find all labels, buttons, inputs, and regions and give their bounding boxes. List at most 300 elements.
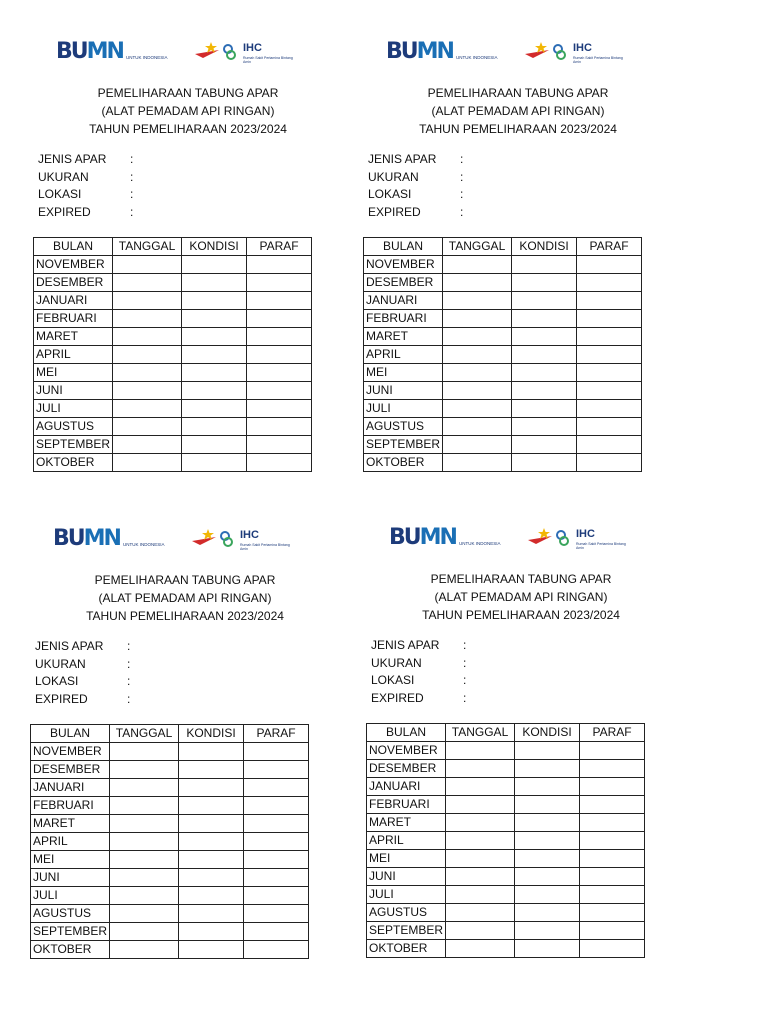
tanggal-cell[interactable] xyxy=(443,310,512,328)
paraf-cell[interactable] xyxy=(577,346,642,364)
tanggal-cell[interactable] xyxy=(443,436,512,454)
paraf-cell[interactable] xyxy=(580,940,645,958)
month-cell: JULI xyxy=(34,400,113,418)
kondisi-cell[interactable] xyxy=(179,923,244,941)
paraf-cell[interactable] xyxy=(247,292,312,310)
column-header: KONDISI xyxy=(182,238,247,256)
tanggal-cell[interactable] xyxy=(110,869,179,887)
ihc-logo-sub: Rumah Sakit Pertamina Bintang Amin xyxy=(573,56,623,64)
kondisi-cell[interactable] xyxy=(515,760,580,778)
paraf-cell[interactable] xyxy=(244,833,309,851)
field-label: LOKASI xyxy=(368,187,412,202)
apar-card xyxy=(38,36,338,506)
table-row xyxy=(34,346,312,364)
title-line: (ALAT PEMADAM API RINGAN) xyxy=(434,590,608,604)
month-cell: MEI xyxy=(34,364,113,382)
field-sep: : xyxy=(463,673,467,688)
field-sep: : xyxy=(127,639,131,653)
tanggal-cell[interactable] xyxy=(113,436,182,454)
ihc-logo xyxy=(193,38,293,68)
tanggal-cell[interactable] xyxy=(113,292,182,310)
tanggal-cell[interactable] xyxy=(113,310,182,328)
ihc-logo xyxy=(526,524,626,554)
paraf-cell[interactable] xyxy=(247,364,312,382)
paraf-cell[interactable] xyxy=(244,815,309,833)
bumn-logo-sub: UNTUK INDONESIA xyxy=(455,55,498,60)
paraf-cell[interactable] xyxy=(247,274,312,292)
paraf-cell[interactable] xyxy=(580,850,645,868)
kondisi-cell[interactable] xyxy=(512,274,577,292)
column-header: BULAN xyxy=(34,238,113,256)
kondisi-cell[interactable] xyxy=(179,761,244,779)
paraf-cell[interactable] xyxy=(577,382,642,400)
paraf-cell[interactable] xyxy=(580,886,645,904)
month-cell: JULI xyxy=(31,887,110,905)
tanggal-cell[interactable] xyxy=(446,904,515,922)
kondisi-cell[interactable] xyxy=(515,850,580,868)
month-cell: JANUARI xyxy=(31,779,110,797)
field-label: EXPIRED xyxy=(371,691,424,706)
paraf-cell[interactable] xyxy=(577,310,642,328)
form-title xyxy=(371,570,671,624)
field-sep: : xyxy=(463,691,467,706)
month-cell: SEPTEMBER xyxy=(34,436,113,454)
paraf-cell[interactable] xyxy=(244,743,309,761)
ihc-logo-text: IHC xyxy=(573,42,592,54)
column-header: KONDISI xyxy=(512,238,577,256)
table-row xyxy=(31,761,309,779)
table-row xyxy=(364,400,642,418)
table-row xyxy=(31,923,309,941)
month-cell: NOVEMBER xyxy=(34,256,113,274)
field-sep: : xyxy=(127,692,131,707)
tanggal-cell[interactable] xyxy=(443,346,512,364)
kondisi-cell[interactable] xyxy=(512,328,577,346)
kondisi-cell[interactable] xyxy=(512,310,577,328)
month-cell: NOVEMBER xyxy=(31,743,110,761)
tanggal-cell[interactable] xyxy=(110,887,179,905)
ihc-logo-text: IHC xyxy=(576,528,595,540)
tanggal-cell[interactable] xyxy=(110,815,179,833)
field-sep: : xyxy=(130,205,134,220)
field-sep: : xyxy=(460,152,464,166)
kondisi-cell[interactable] xyxy=(182,328,247,346)
bumn-logo-mark: BUMN xyxy=(386,39,453,64)
paraf-cell[interactable] xyxy=(244,851,309,869)
ihc-logo-text: IHC xyxy=(243,42,262,54)
column-header: PARAF xyxy=(247,238,312,256)
paraf-cell[interactable] xyxy=(580,832,645,850)
paraf-cell[interactable] xyxy=(580,796,645,814)
title-line: PEMELIHARAAN TABUNG APAR xyxy=(97,86,279,100)
table-row xyxy=(364,310,642,328)
table-row xyxy=(364,292,642,310)
column-header: BULAN xyxy=(364,238,443,256)
table-row xyxy=(367,940,645,958)
field-sep: : xyxy=(460,205,464,220)
kondisi-cell[interactable] xyxy=(512,292,577,310)
kondisi-cell[interactable] xyxy=(512,256,577,274)
paraf-cell[interactable] xyxy=(577,454,642,472)
field-ukuran xyxy=(38,169,133,187)
table-row xyxy=(31,833,309,851)
field-label: JENIS APAR xyxy=(38,152,107,166)
month-cell: SEPTEMBER xyxy=(364,436,443,454)
month-cell: MEI xyxy=(31,851,110,869)
field-sep: : xyxy=(463,638,467,652)
logo-bar xyxy=(368,36,668,76)
kondisi-cell[interactable] xyxy=(182,364,247,382)
tanggal-cell[interactable] xyxy=(110,797,179,815)
maintenance-table xyxy=(33,237,312,472)
kondisi-cell[interactable] xyxy=(179,833,244,851)
tanggal-cell[interactable] xyxy=(113,346,182,364)
field-label: JENIS APAR xyxy=(368,152,437,166)
paraf-cell[interactable] xyxy=(247,382,312,400)
column-header: TANGGAL xyxy=(443,238,512,256)
table-row xyxy=(34,454,312,472)
kondisi-cell[interactable] xyxy=(515,814,580,832)
apar-card xyxy=(368,36,668,506)
title-line: (ALAT PEMADAM API RINGAN) xyxy=(98,591,272,605)
tanggal-cell[interactable] xyxy=(446,814,515,832)
kondisi-cell[interactable] xyxy=(515,742,580,760)
table-row xyxy=(34,274,312,292)
kondisi-cell[interactable] xyxy=(179,743,244,761)
tanggal-cell[interactable] xyxy=(443,382,512,400)
title-line: (ALAT PEMADAM API RINGAN) xyxy=(431,104,605,118)
paraf-cell[interactable] xyxy=(247,310,312,328)
kondisi-cell[interactable] xyxy=(515,922,580,940)
paraf-cell[interactable] xyxy=(580,814,645,832)
month-cell: OKTOBER xyxy=(364,454,443,472)
bumn-logo-sub: UNTUK INDONESIA xyxy=(458,541,501,546)
table-row xyxy=(31,905,309,923)
month-cell: MARET xyxy=(367,814,446,832)
kondisi-cell[interactable] xyxy=(179,815,244,833)
tanggal-cell[interactable] xyxy=(446,742,515,760)
paraf-cell[interactable] xyxy=(580,742,645,760)
paraf-cell[interactable] xyxy=(577,400,642,418)
table-row xyxy=(364,382,642,400)
month-cell: AGUSTUS xyxy=(364,418,443,436)
kondisi-cell[interactable] xyxy=(179,797,244,815)
month-cell: SEPTEMBER xyxy=(31,923,110,941)
kondisi-cell[interactable] xyxy=(182,292,247,310)
paraf-cell[interactable] xyxy=(244,779,309,797)
title-line: PEMELIHARAAN TABUNG APAR xyxy=(430,572,612,586)
month-cell: JUNI xyxy=(31,869,110,887)
field-label: UKURAN xyxy=(371,655,422,670)
month-cell: APRIL xyxy=(364,346,443,364)
paraf-cell[interactable] xyxy=(580,904,645,922)
field-jenis-apar xyxy=(371,637,466,655)
table-row xyxy=(31,869,309,887)
table-row xyxy=(34,436,312,454)
paraf-cell[interactable] xyxy=(244,941,309,959)
paraf-cell[interactable] xyxy=(577,418,642,436)
kondisi-cell[interactable] xyxy=(512,418,577,436)
tanggal-cell[interactable] xyxy=(110,851,179,869)
tanggal-cell[interactable] xyxy=(446,868,515,886)
kondisi-cell[interactable] xyxy=(182,274,247,292)
table-row xyxy=(31,851,309,869)
kondisi-cell[interactable] xyxy=(182,310,247,328)
month-cell: JUNI xyxy=(34,382,113,400)
tanggal-cell[interactable] xyxy=(446,940,515,958)
maintenance-table xyxy=(363,237,642,472)
kondisi-cell[interactable] xyxy=(179,779,244,797)
maintenance-table xyxy=(30,724,309,959)
month-cell: JUNI xyxy=(367,868,446,886)
paraf-cell[interactable] xyxy=(580,760,645,778)
paraf-cell[interactable] xyxy=(247,436,312,454)
bumn-logo xyxy=(56,39,168,64)
tanggal-cell[interactable] xyxy=(446,796,515,814)
field-label: JENIS APAR xyxy=(35,639,104,653)
paraf-cell[interactable] xyxy=(577,328,642,346)
column-header: PARAF xyxy=(580,724,645,742)
kondisi-cell[interactable] xyxy=(515,904,580,922)
field-expired xyxy=(371,690,466,708)
table-row xyxy=(34,382,312,400)
paraf-cell[interactable] xyxy=(577,274,642,292)
month-cell: MARET xyxy=(31,815,110,833)
tanggal-cell[interactable] xyxy=(110,743,179,761)
month-cell: MEI xyxy=(367,850,446,868)
kondisi-cell[interactable] xyxy=(179,941,244,959)
tanggal-cell[interactable] xyxy=(113,382,182,400)
title-line: TAHUN PEMELIHARAAN 2023/2024 xyxy=(419,122,617,136)
table-row xyxy=(364,328,642,346)
field-lokasi xyxy=(368,186,463,204)
ihc-logo-sub: Rumah Sakit Pertamina Bintang Amin xyxy=(240,543,290,551)
tanggal-cell[interactable] xyxy=(446,832,515,850)
table-row xyxy=(367,850,645,868)
tanggal-cell[interactable] xyxy=(443,274,512,292)
tanggal-cell[interactable] xyxy=(443,292,512,310)
table-row xyxy=(364,346,642,364)
tanggal-cell[interactable] xyxy=(113,364,182,382)
field-lokasi xyxy=(38,186,133,204)
month-cell: DESEMBER xyxy=(31,761,110,779)
kondisi-cell[interactable] xyxy=(182,346,247,364)
kondisi-cell[interactable] xyxy=(515,832,580,850)
field-ukuran xyxy=(35,656,130,674)
kondisi-cell[interactable] xyxy=(182,436,247,454)
kondisi-cell[interactable] xyxy=(515,868,580,886)
kondisi-cell[interactable] xyxy=(182,256,247,274)
field-expired xyxy=(35,691,130,709)
kondisi-cell[interactable] xyxy=(512,364,577,382)
title-line: (ALAT PEMADAM API RINGAN) xyxy=(101,104,275,118)
info-fields xyxy=(368,151,463,222)
kondisi-cell[interactable] xyxy=(182,418,247,436)
table-row xyxy=(367,886,645,904)
month-cell: FEBRUARI xyxy=(34,310,113,328)
bumn-logo xyxy=(389,525,501,550)
column-header: TANGGAL xyxy=(110,725,179,743)
info-fields xyxy=(35,638,130,709)
tanggal-cell[interactable] xyxy=(113,328,182,346)
kondisi-cell[interactable] xyxy=(182,382,247,400)
field-label: EXPIRED xyxy=(38,205,91,220)
ihc-emblem-icon xyxy=(190,525,238,553)
tanggal-cell[interactable] xyxy=(446,922,515,940)
field-lokasi xyxy=(35,673,130,691)
month-cell: FEBRUARI xyxy=(364,310,443,328)
field-label: UKURAN xyxy=(368,169,419,184)
tanggal-cell[interactable] xyxy=(446,778,515,796)
paraf-cell[interactable] xyxy=(247,418,312,436)
kondisi-cell[interactable] xyxy=(182,400,247,418)
tanggal-cell[interactable] xyxy=(110,923,179,941)
tanggal-cell[interactable] xyxy=(110,833,179,851)
month-cell: OKTOBER xyxy=(367,940,446,958)
table-header-row xyxy=(367,724,645,742)
kondisi-cell[interactable] xyxy=(512,382,577,400)
field-sep: : xyxy=(463,655,467,670)
bumn-logo xyxy=(53,526,165,551)
title-line: TAHUN PEMELIHARAAN 2023/2024 xyxy=(86,609,284,623)
column-header: PARAF xyxy=(577,238,642,256)
logo-bar xyxy=(35,523,335,563)
paraf-cell[interactable] xyxy=(247,346,312,364)
column-header: TANGGAL xyxy=(446,724,515,742)
tanggal-cell[interactable] xyxy=(443,418,512,436)
table-row xyxy=(367,814,645,832)
title-line: PEMELIHARAAN TABUNG APAR xyxy=(94,573,276,587)
kondisi-cell[interactable] xyxy=(515,886,580,904)
field-sep: : xyxy=(127,656,131,671)
kondisi-cell[interactable] xyxy=(512,400,577,418)
kondisi-cell[interactable] xyxy=(512,346,577,364)
logo-bar xyxy=(38,36,338,76)
paraf-cell[interactable] xyxy=(577,292,642,310)
ihc-logo xyxy=(190,525,290,555)
tanggal-cell[interactable] xyxy=(110,905,179,923)
kondisi-cell[interactable] xyxy=(179,851,244,869)
column-header: BULAN xyxy=(367,724,446,742)
month-cell: DESEMBER xyxy=(34,274,113,292)
field-ukuran xyxy=(371,655,466,673)
table-row xyxy=(34,418,312,436)
paraf-cell[interactable] xyxy=(580,778,645,796)
paraf-cell[interactable] xyxy=(577,436,642,454)
month-cell: FEBRUARI xyxy=(367,796,446,814)
month-cell: JULI xyxy=(367,886,446,904)
paraf-cell[interactable] xyxy=(247,256,312,274)
field-label: JENIS APAR xyxy=(371,638,440,652)
field-expired xyxy=(368,204,463,222)
kondisi-cell[interactable] xyxy=(179,887,244,905)
table-header-row xyxy=(34,238,312,256)
paraf-cell[interactable] xyxy=(244,869,309,887)
field-lokasi xyxy=(371,672,466,690)
tanggal-cell[interactable] xyxy=(443,256,512,274)
kondisi-cell[interactable] xyxy=(512,454,577,472)
table-row xyxy=(31,941,309,959)
kondisi-cell[interactable] xyxy=(179,905,244,923)
field-jenis-apar xyxy=(35,638,130,656)
tanggal-cell[interactable] xyxy=(446,760,515,778)
paraf-cell[interactable] xyxy=(247,454,312,472)
paraf-cell[interactable] xyxy=(577,256,642,274)
month-cell: JANUARI xyxy=(367,778,446,796)
paraf-cell[interactable] xyxy=(244,905,309,923)
tanggal-cell[interactable] xyxy=(113,418,182,436)
kondisi-cell[interactable] xyxy=(179,869,244,887)
table-row xyxy=(364,274,642,292)
paraf-cell[interactable] xyxy=(580,922,645,940)
paraf-cell[interactable] xyxy=(244,761,309,779)
tanggal-cell[interactable] xyxy=(113,400,182,418)
month-cell: MEI xyxy=(364,364,443,382)
tanggal-cell[interactable] xyxy=(113,256,182,274)
ihc-emblem-icon xyxy=(193,38,241,66)
bumn-logo xyxy=(386,39,498,64)
month-cell: APRIL xyxy=(31,833,110,851)
title-line: TAHUN PEMELIHARAAN 2023/2024 xyxy=(89,122,287,136)
paraf-cell[interactable] xyxy=(244,887,309,905)
month-cell: FEBRUARI xyxy=(31,797,110,815)
table-row xyxy=(367,922,645,940)
paraf-cell[interactable] xyxy=(580,868,645,886)
paraf-cell[interactable] xyxy=(247,328,312,346)
paraf-cell[interactable] xyxy=(247,400,312,418)
tanggal-cell[interactable] xyxy=(443,454,512,472)
month-cell: OKTOBER xyxy=(34,454,113,472)
form-title xyxy=(368,84,668,138)
tanggal-cell[interactable] xyxy=(446,850,515,868)
kondisi-cell[interactable] xyxy=(515,796,580,814)
logo-bar xyxy=(371,522,671,562)
tanggal-cell[interactable] xyxy=(443,364,512,382)
field-sep: : xyxy=(460,187,464,202)
bumn-logo-sub: UNTUK INDONESIA xyxy=(122,542,165,547)
table-row xyxy=(367,832,645,850)
tanggal-cell[interactable] xyxy=(113,454,182,472)
tanggal-cell[interactable] xyxy=(443,400,512,418)
month-cell: JULI xyxy=(364,400,443,418)
month-cell: JUNI xyxy=(364,382,443,400)
month-cell: APRIL xyxy=(34,346,113,364)
tanggal-cell[interactable] xyxy=(110,779,179,797)
tanggal-cell[interactable] xyxy=(110,941,179,959)
table-row xyxy=(34,400,312,418)
kondisi-cell[interactable] xyxy=(182,454,247,472)
field-label: LOKASI xyxy=(35,674,79,689)
field-label: EXPIRED xyxy=(368,205,421,220)
tanggal-cell[interactable] xyxy=(113,274,182,292)
kondisi-cell[interactable] xyxy=(512,436,577,454)
table-row xyxy=(367,796,645,814)
paraf-cell[interactable] xyxy=(577,364,642,382)
paraf-cell[interactable] xyxy=(244,797,309,815)
kondisi-cell[interactable] xyxy=(515,940,580,958)
tanggal-cell[interactable] xyxy=(443,328,512,346)
column-header: KONDISI xyxy=(515,724,580,742)
field-label: LOKASI xyxy=(38,187,82,202)
kondisi-cell[interactable] xyxy=(515,778,580,796)
paraf-cell[interactable] xyxy=(244,923,309,941)
tanggal-cell[interactable] xyxy=(446,886,515,904)
field-sep: : xyxy=(130,152,134,166)
month-cell: AGUSTUS xyxy=(31,905,110,923)
tanggal-cell[interactable] xyxy=(110,761,179,779)
field-jenis-apar xyxy=(368,151,463,169)
form-title xyxy=(35,571,335,625)
